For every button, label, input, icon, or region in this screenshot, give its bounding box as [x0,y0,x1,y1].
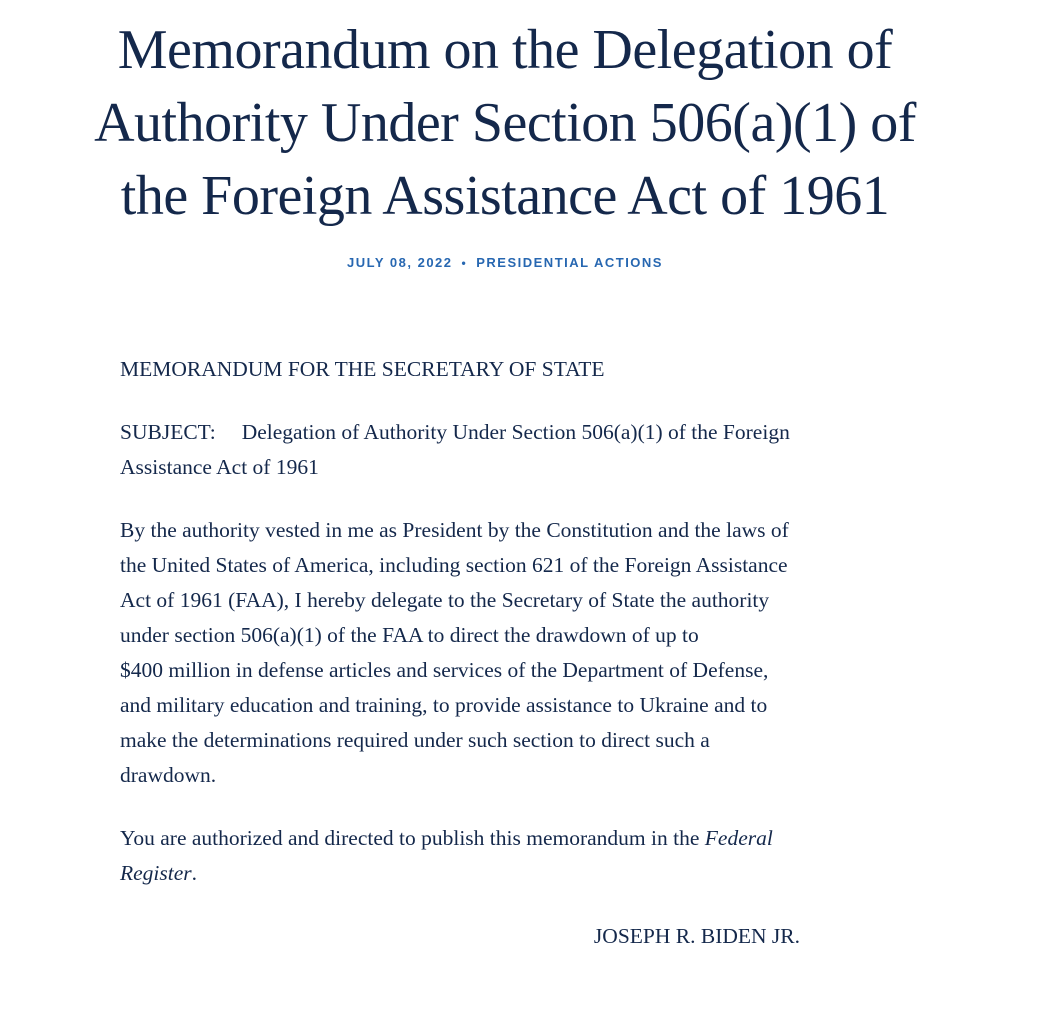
signature-line [120,919,800,954]
subject-gap [216,438,242,439]
memo-body [120,352,800,954]
addressee-line [120,352,800,387]
publish-text-after: . [191,861,198,886]
signature-text: JOSEPH R. BIDEN JR. [593,924,800,949]
presidential-action-article [0,14,1010,954]
bullet-separator: • [461,256,468,271]
meta-row [0,254,1010,272]
authority-paragraph [120,513,800,793]
publish-paragraph [120,821,800,891]
category-link[interactable]: PRESIDENTIAL ACTIONS [476,255,663,271]
publish-text-before: You are authorized and directed to publish this memorandum in the [120,826,705,851]
page-title: Memorandum on the Delegation of Authority Under Section 506(a)(1) of the Foreign Assistance Act of 1961 [94,19,916,227]
date-label: JULY 08, 2022 [347,255,453,271]
subject-text: Delegation of Authority Under Section 506(a)(1) of the Foreign Assistance Act of 1961 [120,420,790,480]
subject-line [120,415,800,485]
authority-paragraph-text: By the authority vested in me as President by the Constitution and the laws of the United States of America, including section 621 of the Foreign Assistance Act of 1961 (FAA), I hereby delegate to the Secretary of State the authority under section 506(a)(1) of the FAA to direct the drawdown of up to $400 million in defense articles and services of the Department of Defense, and military education and training, to provide assistance to Ukraine and to make the determinations required under such section to direct such a drawdown. [120,518,789,788]
addressee-text: MEMORANDUM FOR THE SECRETARY OF STATE [120,357,605,382]
federal-register-italic: Federal Register [120,826,773,886]
subject-label: SUBJECT: [120,420,216,445]
